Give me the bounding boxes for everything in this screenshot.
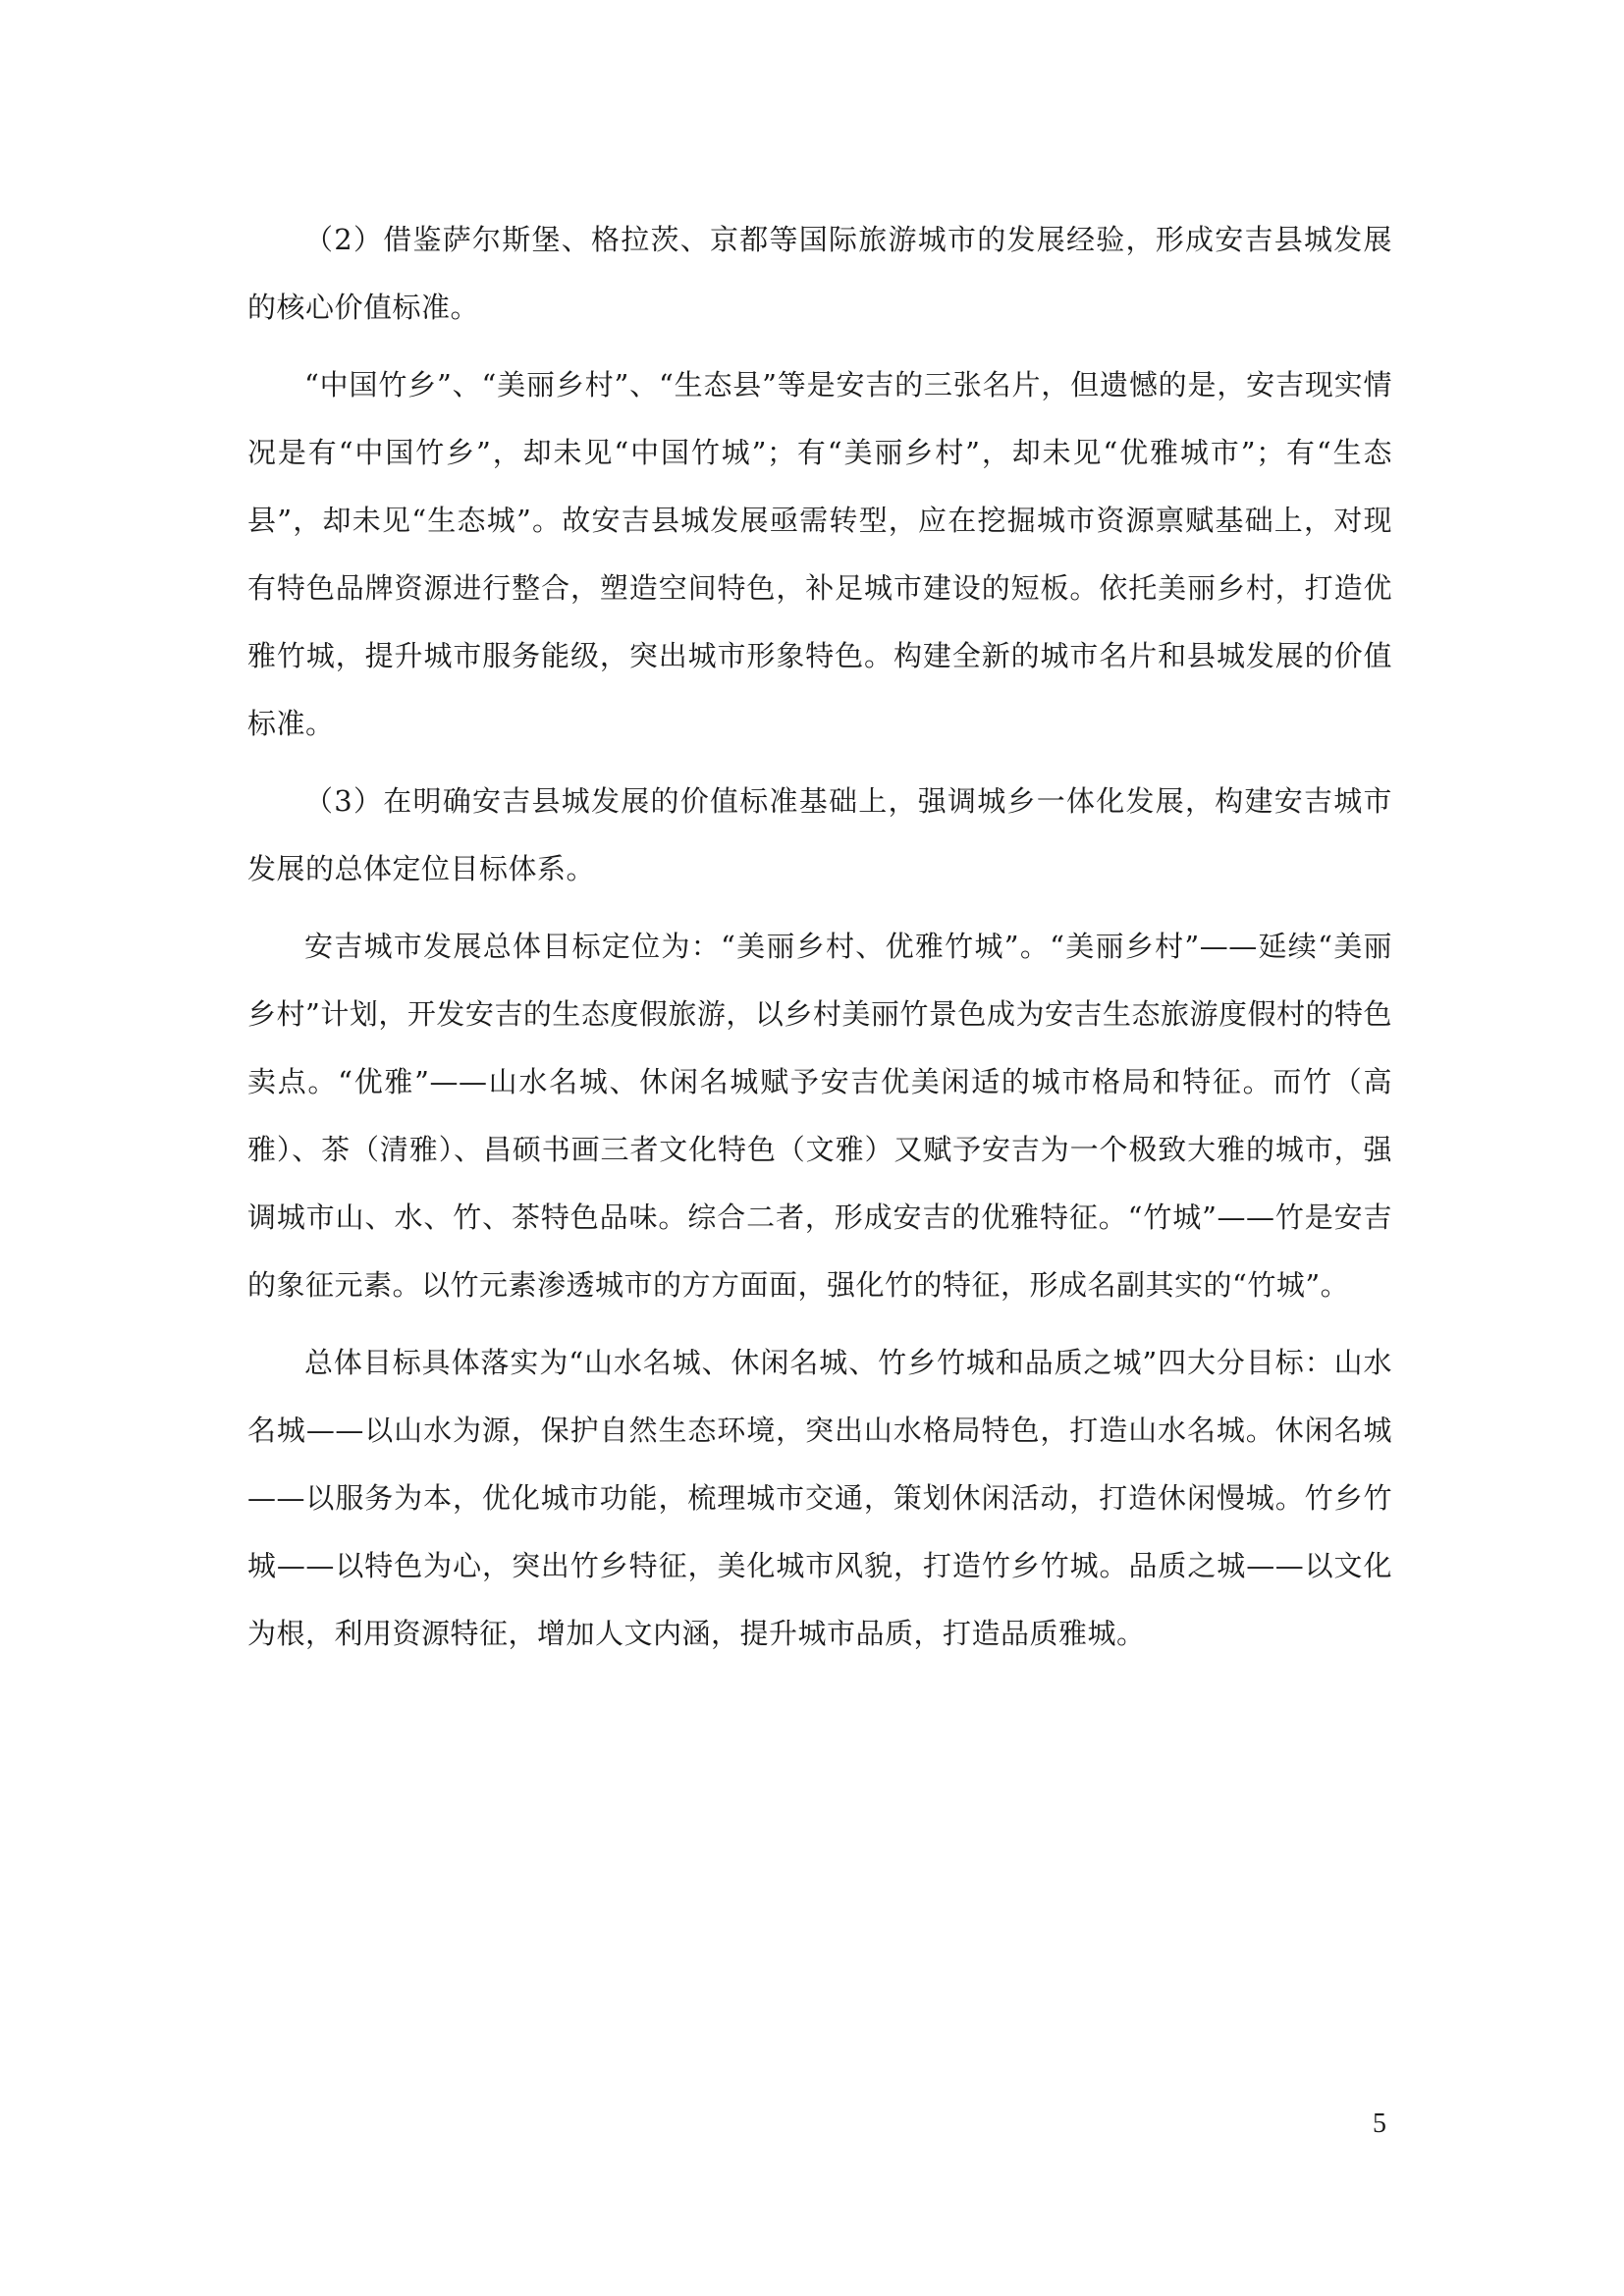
paragraph-four-goals: 总体目标具体落实为“山水名城、休闲名城、竹乡竹城和品质之城”四大分目标：山水名城——以山水为源，保护自然生态环境，突出山水格局特色，打造山水名城。休闲名城——以服务为本，优化城市功能，梳理城市交通，策划休闲活动，打造休闲慢城。竹乡竹城——以特色为心，突出竹乡特征，美化城市风貌，打造竹乡竹城。品质之城——以文化为根，利用资源特征，增加人文内涵，提升城市品质，打造品质雅城。 — [247, 1346, 1392, 1650]
paragraph-city-cards: “中国竹乡”、“美丽乡村”、“生态县”等是安吉的三张名片，但遗憾的是，安吉现实情况是有“中国竹乡”，却未见“中国竹城”；有“美丽乡村”，却未见“优雅城市”；有“生态县”，却未见“生态城”。故安吉县城发展亟需转型，应在挖掘城市资源禀赋基础上，对现有特色品牌资源进行整合，塑造空间特色，补足城市建设的短板。依托美丽乡村，打造优雅竹城，提升城市服务能级，突出城市形象特色。构建全新的城市名片和县城发展的价值标准。 — [247, 368, 1392, 740]
document-body — [247, 206, 1392, 1678]
paragraph-overall-positioning: 安吉城市发展总体目标定位为：“美丽乡村、优雅竹城”。“美丽乡村”——延续“美丽乡村”计划，开发安吉的生态度假旅游，以乡村美丽竹景色成为安吉生态旅游度假村的特色卖点。“优雅”——山水名城、休闲名城赋予安吉优美闲适的城市格局和特征。而竹（高雅）、茶（清雅）、昌硕书画三者文化特色（文雅）又赋予安吉为一个极致大雅的城市，强调城市山、水、竹、茶特色品味。综合二者，形成安吉的优雅特征。“竹城”——竹是安吉的象征元素。以竹元素渗透城市的方方面面，强化竹的特征，形成名副其实的“竹城”。 — [247, 930, 1392, 1302]
paragraph-target-system: （3）在明确安吉县城发展的价值标准基础上，强调城乡一体化发展，构建安吉城市发展的总体定位目标体系。 — [247, 784, 1392, 885]
page-number: 5 — [1373, 2109, 1386, 2139]
paragraph-learning-from-cities: （2）借鉴萨尔斯堡、格拉茨、京都等国际旅游城市的发展经验，形成安吉县城发展的核心价值标准。 — [247, 223, 1392, 324]
